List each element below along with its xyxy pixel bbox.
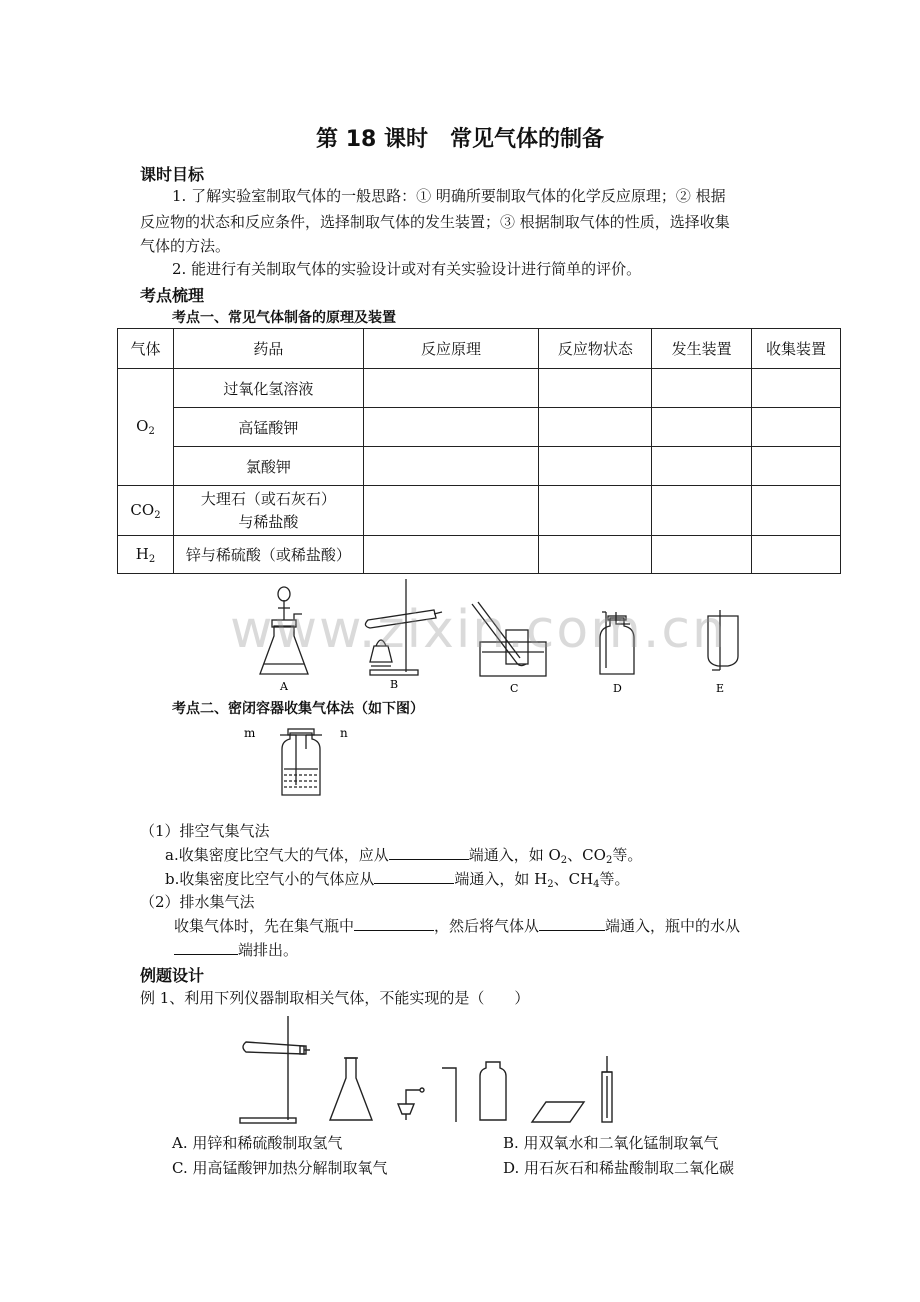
blank-cell[interactable] <box>652 536 752 574</box>
port-label-m: m <box>244 726 256 740</box>
blank-a[interactable] <box>389 845 469 860</box>
apparatus-label-e: E <box>716 682 725 695</box>
blank-cell[interactable] <box>363 447 539 486</box>
gas-cell-o2: $O_2$ <box>118 369 174 486</box>
stopper-with-tube-icon <box>398 1088 424 1120</box>
header-cell: 收集装置 <box>752 329 841 369</box>
water-method-line: 收集气体时，先在集气瓶中 ，然后将气体从 端通入，瓶中的水从 <box>174 917 741 935</box>
blank-water-3[interactable] <box>174 940 238 955</box>
goals-heading: 课时目标 <box>140 165 205 184</box>
option-c[interactable]: C. 用高锰酸钾加热分解制取氧气 <box>172 1159 388 1177</box>
water-method-heading: （2）排水集气法 <box>140 893 255 911</box>
drug-cell: 高锰酸钾 <box>173 408 363 447</box>
apparatus-label-a: A <box>280 680 288 693</box>
table-row <box>118 408 841 447</box>
long-neck-funnel-icon <box>602 1056 612 1122</box>
example-1-question: 例 1、利用下列仪器制取相关气体，不能实现的是（ ） <box>140 989 530 1007</box>
blank-cell[interactable] <box>652 408 752 447</box>
apparatus-label-b: B <box>390 678 399 691</box>
header-cell: 反应原理 <box>363 329 539 369</box>
table-row <box>118 486 841 536</box>
air-method-line-b: b.收集密度比空气小的气体应从 端通入，如 $H_2$、$CH_4$等。 <box>165 870 630 890</box>
option-a[interactable]: A. 用锌和稀硫酸制取氢气 <box>172 1134 343 1152</box>
glass-plate-icon <box>532 1102 584 1122</box>
wide-mouth-bottle-icon <box>480 1062 506 1120</box>
blank-cell[interactable] <box>752 369 841 408</box>
glass-tube-icon <box>442 1068 456 1122</box>
air-method-heading: （1）排空气集气法 <box>140 822 270 840</box>
blank-cell[interactable] <box>652 486 752 536</box>
review-heading: 考点梳理 <box>140 286 205 305</box>
blank-cell[interactable] <box>363 486 539 536</box>
table-row <box>118 536 841 574</box>
blank-cell[interactable] <box>539 536 652 574</box>
point-1-heading: 考点一、常见气体制备的原理及装置 <box>172 310 396 326</box>
goal-1-line-1: 1. 了解实验室制取气体的一般思路：① 明确所要制取气体的化学反应原理；② 根据 <box>172 187 726 205</box>
blank-cell[interactable] <box>752 447 841 486</box>
instruments-figure <box>236 1010 636 1128</box>
header-cell: 反应物状态 <box>539 329 652 369</box>
page-title: 第 18 课时 常见气体的制备 <box>316 127 604 152</box>
iron-stand-test-tube-icon <box>240 1016 310 1123</box>
blank-cell[interactable] <box>539 486 652 536</box>
header-cell: 发生装置 <box>652 329 752 369</box>
option-d[interactable]: D. 用石灰石和稀盐酸制取二氧化碳 <box>503 1159 735 1177</box>
gas-cell-h2: $H_2$ <box>118 536 174 574</box>
examples-heading: 例题设计 <box>140 966 205 985</box>
goal-1-line-3: 气体的方法。 <box>140 237 231 255</box>
table-header-row <box>118 329 841 369</box>
air-method-line-a: a.收集密度比空气大的气体，应从 端通入，如 $O_2$、$CO_2$等。 <box>165 846 643 866</box>
blank-cell[interactable] <box>363 369 539 408</box>
blank-cell[interactable] <box>539 369 652 408</box>
drug-cell: 大理石（或石灰石） 与稀盐酸 <box>173 486 363 536</box>
blank-cell[interactable] <box>752 536 841 574</box>
goal-1-line-2: 反应物的状态和反应条件，选择制取气体的发生装置；③ 根据制取气体的性质，选择收集 <box>140 213 730 231</box>
gas-preparation-table <box>117 328 841 574</box>
blank-cell[interactable] <box>539 408 652 447</box>
sealed-bottle-figure <box>240 723 360 803</box>
blank-cell[interactable] <box>752 486 841 536</box>
watermark-text: www.zixin.com.cn <box>230 600 727 660</box>
water-method-line-2: 端排出。 <box>174 939 298 960</box>
gas-cell-co2: $CO_2$ <box>118 486 174 536</box>
point-2-heading: 考点二、密闭容器收集气体法（如下图） <box>172 701 424 717</box>
conical-flask-icon <box>330 1058 372 1120</box>
drug-cell: 氯酸钾 <box>173 447 363 486</box>
blank-cell[interactable] <box>363 536 539 574</box>
drug-cell: 过氧化氢溶液 <box>173 369 363 408</box>
blank-water-1[interactable] <box>354 916 434 931</box>
blank-water-2[interactable] <box>539 916 605 931</box>
blank-cell[interactable] <box>539 447 652 486</box>
blank-b[interactable] <box>374 869 454 884</box>
goal-2: 2. 能进行有关制取气体的实验设计或对有关实验设计进行简单的评价。 <box>172 260 642 278</box>
blank-cell[interactable] <box>652 369 752 408</box>
blank-cell[interactable] <box>752 408 841 447</box>
table-row <box>118 369 841 408</box>
apparatus-label-c: C <box>510 682 519 695</box>
header-cell: 气体 <box>118 329 174 369</box>
option-b[interactable]: B. 用双氧水和二氧化锰制取氧气 <box>503 1134 719 1152</box>
blank-cell[interactable] <box>363 408 539 447</box>
blank-cell[interactable] <box>652 447 752 486</box>
header-cell: 药品 <box>173 329 363 369</box>
table-row <box>118 447 841 486</box>
drug-cell: 锌与稀硫酸（或稀盐酸） <box>173 536 363 574</box>
apparatus-label-d: D <box>613 682 622 695</box>
port-label-n: n <box>340 726 348 740</box>
